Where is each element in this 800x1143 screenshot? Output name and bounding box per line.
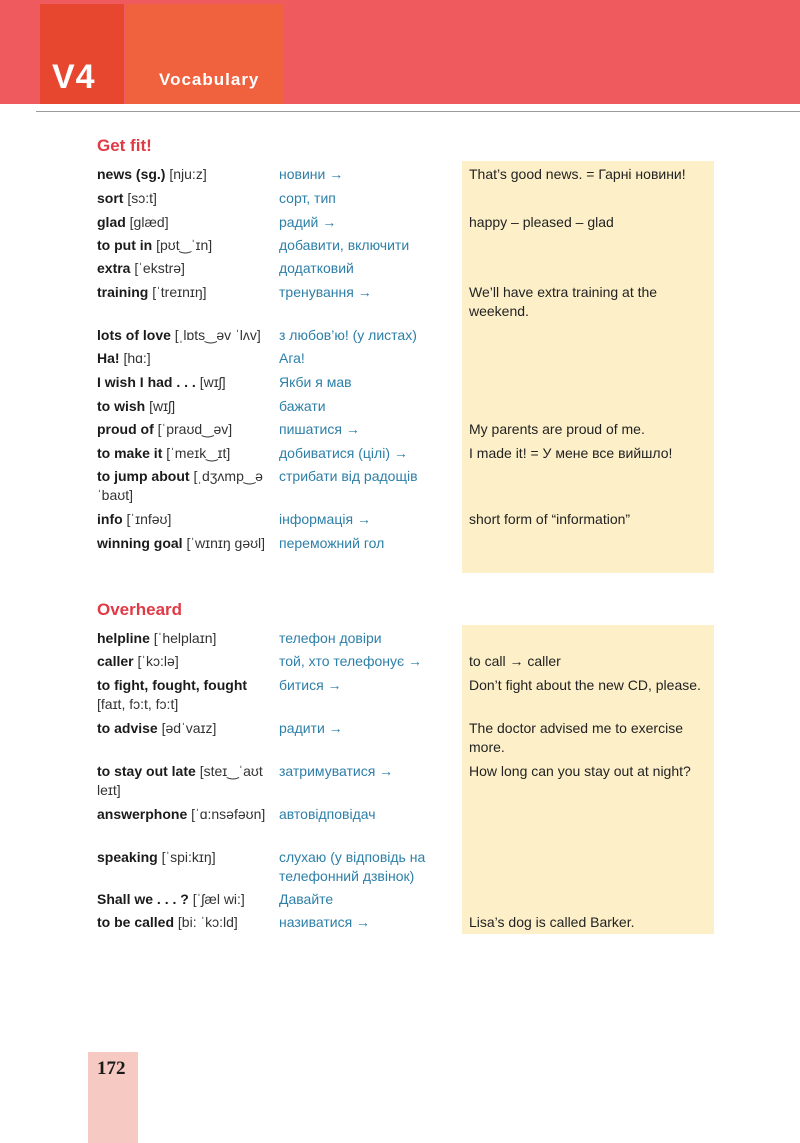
- term: to put in: [97, 237, 153, 253]
- term-cell: [97, 283, 275, 302]
- example: to call → caller: [469, 653, 561, 669]
- term-cell: [97, 189, 275, 208]
- header-divider: [36, 111, 800, 112]
- pronunciation: [glæd]: [129, 214, 169, 230]
- term-cell: [97, 444, 275, 463]
- term: to stay out late: [97, 763, 196, 779]
- term-cell: [97, 629, 275, 648]
- pronunciation: [ˈhelplaɪn]: [153, 630, 217, 646]
- pronunciation: [bi: ˈkɔ:ld]: [177, 914, 238, 930]
- example: The doctor advised me to exercise more.: [469, 720, 683, 755]
- term-cell: [97, 165, 275, 184]
- translation: добиватися (цілі) →: [279, 445, 408, 461]
- term: answerphone: [97, 806, 188, 822]
- term: glad: [97, 214, 126, 230]
- term-cell: [97, 676, 275, 714]
- translation: з любов’ю! (у листах): [279, 327, 417, 343]
- pronunciation: [ˈʃæl wi:]: [192, 891, 245, 907]
- term: Ha!: [97, 350, 120, 366]
- term: info: [97, 511, 123, 527]
- term-cell: [97, 326, 275, 345]
- term: to make it: [97, 445, 163, 461]
- term-cell: [97, 236, 275, 255]
- pronunciation: [pʊt‿ˈɪn]: [156, 237, 213, 253]
- term-cell: [97, 420, 275, 439]
- pronunciation: [sɔ:t]: [127, 190, 157, 206]
- example: I made it! = У мене все вийшло!: [469, 445, 673, 461]
- pronunciation: [ˈmeɪk‿ɪt]: [166, 445, 231, 461]
- term-cell: [97, 213, 275, 232]
- example: happy – pleased – glad: [469, 214, 614, 230]
- section-heading-get-fit: Get fit!: [97, 136, 152, 155]
- pronunciation: [hɑ:]: [123, 350, 151, 366]
- term: I wish I had . . .: [97, 374, 196, 390]
- term-cell: [97, 349, 275, 368]
- translation: інформація →: [279, 511, 371, 527]
- term: speaking: [97, 849, 158, 865]
- example: Don’t fight about the new CD, please.: [469, 677, 701, 693]
- term: to be called: [97, 914, 175, 930]
- pronunciation: [wɪʃ]: [149, 398, 176, 414]
- term: to advise: [97, 720, 158, 736]
- term: proud of: [97, 421, 154, 437]
- translation: автовідповідач: [279, 806, 376, 822]
- pronunciation: [wɪʃ]: [199, 374, 226, 390]
- pronunciation: [ˈspi:kɪŋ]: [161, 849, 216, 865]
- example: We’ll have extra training at the weekend.: [469, 284, 658, 319]
- term-cell: [97, 805, 275, 824]
- example: Lisa’s dog is called Barker.: [469, 914, 635, 930]
- translation: додатковий: [279, 260, 354, 276]
- pronunciation: [ˈwɪnɪŋ gəʊl]: [186, 535, 266, 551]
- term: lots of love: [97, 327, 171, 343]
- pronunciation: [ˌlɒts‿əv ˈlʌv]: [174, 327, 261, 343]
- section-heading-overheard: Overheard: [97, 600, 183, 619]
- term: training: [97, 284, 149, 300]
- term: caller: [97, 653, 134, 669]
- term: to fight, fought, fought: [97, 677, 248, 693]
- example: How long can you stay out at night?: [469, 763, 691, 779]
- translation: новини →: [279, 166, 344, 182]
- example: short form of “information”: [469, 511, 631, 527]
- term-cell: [97, 534, 275, 553]
- translation: телефон довіри: [279, 630, 382, 646]
- term: Shall we . . . ?: [97, 891, 189, 907]
- term: winning goal: [97, 535, 183, 551]
- term-cell: [97, 719, 275, 738]
- term-cell: [97, 259, 275, 278]
- translation: добавити, включити: [279, 237, 410, 253]
- translation: радий →: [279, 214, 337, 230]
- term: to wish: [97, 398, 146, 414]
- pronunciation: [ˌdʒʌmp‿əˈbaʊt]: [97, 468, 263, 503]
- translation: Ага!: [279, 350, 305, 366]
- term-cell: [97, 397, 275, 416]
- translation: Якби я мав: [279, 374, 352, 390]
- term: extra: [97, 260, 131, 276]
- term-cell: [97, 913, 275, 932]
- translation: тренування →: [279, 284, 372, 300]
- pronunciation: [ˈekstrə]: [134, 260, 185, 276]
- term: helpline: [97, 630, 150, 646]
- term: news (sg.): [97, 166, 166, 182]
- pronunciation: [nju:z]: [169, 166, 207, 182]
- term-cell: [97, 848, 275, 867]
- pronunciation: [faɪt, fɔ:t, fɔ:t]: [97, 696, 179, 712]
- translation: бажати: [279, 398, 326, 414]
- term-cell: [97, 467, 275, 505]
- section-label: Vocabulary: [159, 70, 260, 89]
- translation: стрибати від радощів: [279, 468, 418, 484]
- translation: сорт, тип: [279, 190, 336, 206]
- term-cell: [97, 762, 275, 800]
- term-cell: [97, 890, 275, 909]
- pronunciation: [ˈtreɪnɪŋ]: [152, 284, 207, 300]
- example: My parents are proud of me.: [469, 421, 645, 437]
- pronunciation: [ˈpraʊd‿əv]: [157, 421, 233, 437]
- pronunciation: [ˈkɔ:lə]: [137, 653, 179, 669]
- term-cell: [97, 652, 275, 671]
- translation: називатися →: [279, 914, 371, 930]
- translation: битися →: [279, 677, 342, 693]
- translation: переможний гол: [279, 535, 385, 551]
- term-cell: [97, 510, 275, 529]
- pronunciation: [ˈɑ:nsəfəʊn]: [191, 806, 266, 822]
- pronunciation: [ədˈvaɪz]: [161, 720, 217, 736]
- pronunciation: [ˈɪnfəʊ]: [126, 511, 172, 527]
- translation: затримуватися →: [279, 763, 394, 779]
- translation: радити →: [279, 720, 343, 736]
- term-cell: [97, 373, 275, 392]
- unit-label: V4: [52, 58, 96, 96]
- translation: пишатися →: [279, 421, 360, 437]
- pronunciation: [steɪ‿ˈaʊt leɪt]: [97, 763, 263, 798]
- page-number: 172: [97, 1058, 126, 1079]
- term: to jump about: [97, 468, 190, 484]
- translation: Давайте: [279, 891, 334, 907]
- term: sort: [97, 190, 124, 206]
- translation: той, хто телефонує →: [279, 653, 423, 669]
- translation: слухаю (у відповідь на телефонний дзвінок): [279, 849, 426, 884]
- example: That’s good news. = Гарні новини!: [469, 166, 686, 182]
